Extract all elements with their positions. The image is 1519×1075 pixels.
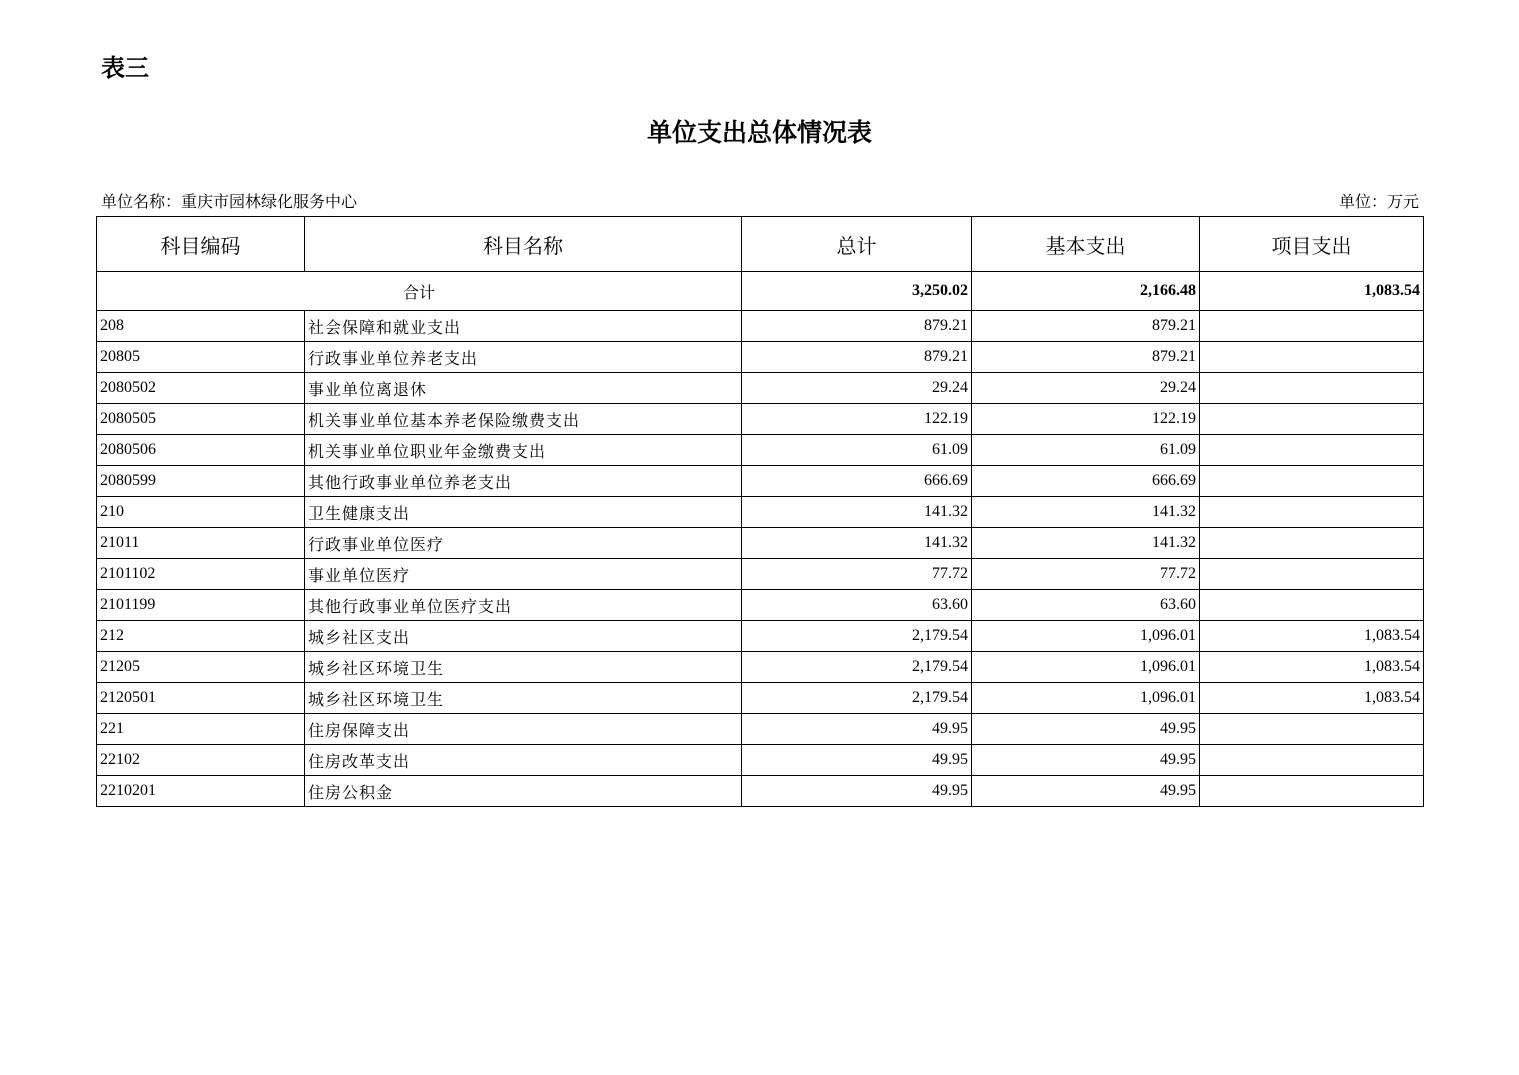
subject-name-cell: 机关事业单位基本养老保险缴费支出: [305, 404, 742, 435]
total-label: 合计: [97, 272, 742, 311]
subject-code-cell: 2080505: [97, 404, 305, 435]
total-cell: 141.32: [742, 528, 972, 559]
subject-name-cell: 城乡社区环境卫生: [305, 683, 742, 714]
table-number-label: 表三: [101, 54, 149, 82]
project-expenditure-cell: [1200, 559, 1424, 590]
table-row: [97, 590, 1424, 621]
table-row: [97, 683, 1424, 714]
table-row: [97, 652, 1424, 683]
basic-expenditure-cell: 122.19: [972, 404, 1200, 435]
table-row: [97, 435, 1424, 466]
total-cell: 141.32: [742, 497, 972, 528]
unit-name-label: 单位名称：重庆市园林绿化服务中心: [101, 192, 358, 211]
basic-expenditure-cell: 49.95: [972, 714, 1200, 745]
total-cell: 49.95: [742, 714, 972, 745]
subject-name-cell: 住房保障支出: [305, 714, 742, 745]
table-row: [97, 714, 1424, 745]
project-expenditure-cell: 1,083.54: [1200, 683, 1424, 714]
subject-name-cell: 其他行政事业单位医疗支出: [305, 590, 742, 621]
subject-code-cell: 2210201: [97, 776, 305, 807]
column-header-code: 科目编码: [97, 217, 305, 272]
subject-name-cell: 社会保障和就业支出: [305, 311, 742, 342]
total-cell: 879.21: [742, 342, 972, 373]
basic-expenditure-cell: 141.32: [972, 497, 1200, 528]
basic-expenditure-cell: 879.21: [972, 342, 1200, 373]
subject-code-cell: 21011: [97, 528, 305, 559]
basic-expenditure-cell: 49.95: [972, 776, 1200, 807]
subject-name-cell: 其他行政事业单位养老支出: [305, 466, 742, 497]
subject-code-cell: 2080502: [97, 373, 305, 404]
project-expenditure-cell: [1200, 528, 1424, 559]
basic-expenditure-cell: 63.60: [972, 590, 1200, 621]
project-expenditure-cell: [1200, 342, 1424, 373]
subject-code-cell: 21205: [97, 652, 305, 683]
table-row: [97, 776, 1424, 807]
basic-expenditure-cell: 141.32: [972, 528, 1200, 559]
subject-name-cell: 城乡社区支出: [305, 621, 742, 652]
subject-code-cell: 20805: [97, 342, 305, 373]
total-cell: 29.24: [742, 373, 972, 404]
basic-expenditure-cell: 666.69: [972, 466, 1200, 497]
subject-code-cell: 212: [97, 621, 305, 652]
expenditure-table: [96, 216, 1424, 807]
basic-expenditure-cell: 61.09: [972, 435, 1200, 466]
total-cell: 77.72: [742, 559, 972, 590]
basic-expenditure-cell: 49.95: [972, 745, 1200, 776]
table-row: [97, 404, 1424, 435]
project-expenditure-cell: [1200, 714, 1424, 745]
basic-expenditure-cell: 1,096.01: [972, 683, 1200, 714]
total-cell: 2,179.54: [742, 652, 972, 683]
table-row: [97, 311, 1424, 342]
basic-expenditure-cell: 1,096.01: [972, 652, 1200, 683]
subject-name-cell: 城乡社区环境卫生: [305, 652, 742, 683]
total-cell: 61.09: [742, 435, 972, 466]
table-row: [97, 497, 1424, 528]
project-expenditure-cell: [1200, 497, 1424, 528]
table-row: [97, 559, 1424, 590]
table-row: [97, 373, 1424, 404]
subject-name-cell: 事业单位医疗: [305, 559, 742, 590]
currency-unit-label: 单位：万元: [1338, 192, 1419, 211]
basic-expenditure-cell: 77.72: [972, 559, 1200, 590]
project-expenditure-cell: 1,083.54: [1200, 621, 1424, 652]
total-cell: 2,179.54: [742, 621, 972, 652]
subject-code-cell: 221: [97, 714, 305, 745]
subject-name-cell: 卫生健康支出: [305, 497, 742, 528]
table-header-row: [97, 217, 1424, 272]
table-row: [97, 745, 1424, 776]
project-expenditure-cell: [1200, 404, 1424, 435]
subject-name-cell: 机关事业单位职业年金缴费支出: [305, 435, 742, 466]
subject-name-cell: 行政事业单位医疗: [305, 528, 742, 559]
subject-code-cell: 2101102: [97, 559, 305, 590]
total-basic-value: 2,166.48: [972, 272, 1200, 311]
column-header-project: 项目支出: [1200, 217, 1424, 272]
table-row: [97, 621, 1424, 652]
subject-code-cell: 210: [97, 497, 305, 528]
column-header-basic: 基本支出: [972, 217, 1200, 272]
subject-code-cell: 2101199: [97, 590, 305, 621]
total-project-value: 1,083.54: [1200, 272, 1424, 311]
total-cell: 2,179.54: [742, 683, 972, 714]
subject-code-cell: 2080506: [97, 435, 305, 466]
table-row: [97, 466, 1424, 497]
project-expenditure-cell: [1200, 776, 1424, 807]
page-title: 单位支出总体情况表: [646, 118, 872, 147]
basic-expenditure-cell: 879.21: [972, 311, 1200, 342]
table-row: [97, 528, 1424, 559]
basic-expenditure-cell: 29.24: [972, 373, 1200, 404]
basic-expenditure-cell: 1,096.01: [972, 621, 1200, 652]
total-cell: 122.19: [742, 404, 972, 435]
subject-name-cell: 住房改革支出: [305, 745, 742, 776]
total-cell: 879.21: [742, 311, 972, 342]
subject-code-cell: 2080599: [97, 466, 305, 497]
project-expenditure-cell: [1200, 435, 1424, 466]
subject-name-cell: 住房公积金: [305, 776, 742, 807]
total-cell: 63.60: [742, 590, 972, 621]
total-value: 3,250.02: [742, 272, 972, 311]
total-cell: 49.95: [742, 776, 972, 807]
subject-code-cell: 208: [97, 311, 305, 342]
project-expenditure-cell: [1200, 745, 1424, 776]
total-cell: 666.69: [742, 466, 972, 497]
total-row: [97, 272, 1424, 311]
project-expenditure-cell: [1200, 590, 1424, 621]
table-row: [97, 342, 1424, 373]
subject-name-cell: 事业单位离退休: [305, 373, 742, 404]
project-expenditure-cell: [1200, 311, 1424, 342]
project-expenditure-cell: [1200, 466, 1424, 497]
project-expenditure-cell: [1200, 373, 1424, 404]
total-cell: 49.95: [742, 745, 972, 776]
column-header-total: 总计: [742, 217, 972, 272]
subject-code-cell: 2120501: [97, 683, 305, 714]
column-header-name: 科目名称: [305, 217, 742, 272]
subject-name-cell: 行政事业单位养老支出: [305, 342, 742, 373]
project-expenditure-cell: 1,083.54: [1200, 652, 1424, 683]
subject-code-cell: 22102: [97, 745, 305, 776]
